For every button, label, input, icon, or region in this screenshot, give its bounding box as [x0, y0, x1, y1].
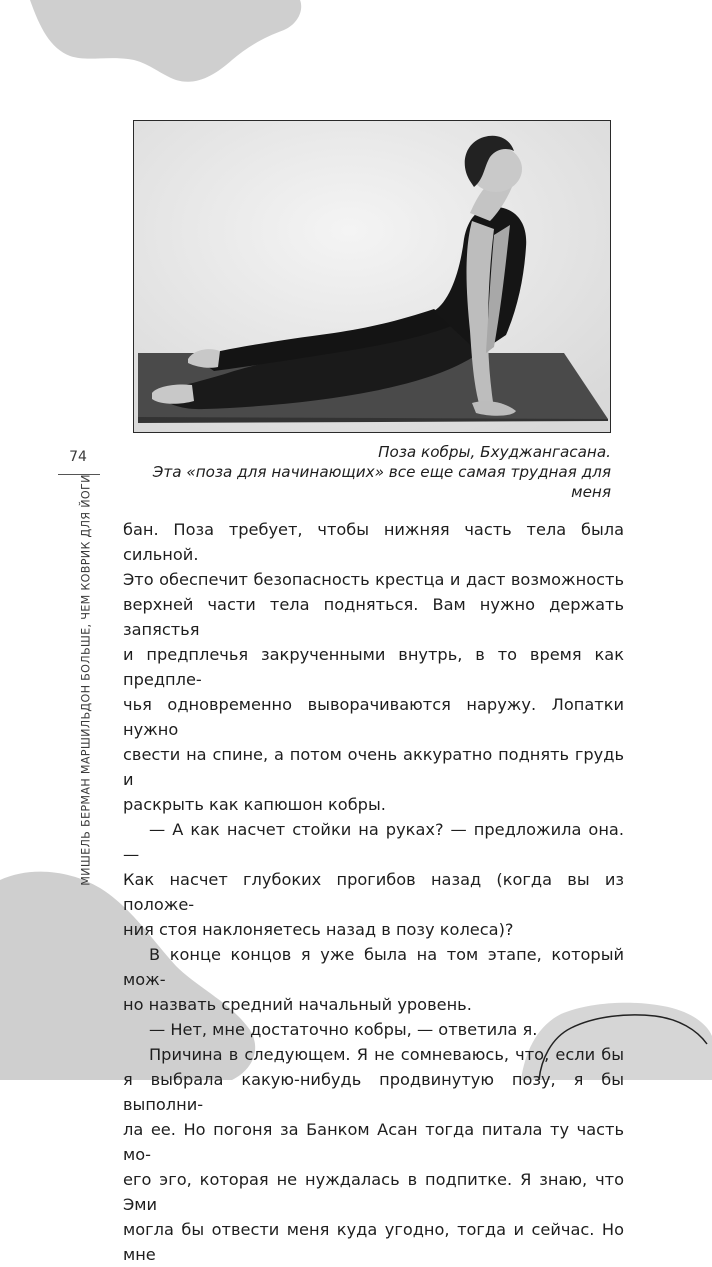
- running-head-text: МИШЕЛЬ БЕРМАН МАРШИЛЬДОН БОЛЬШЕ, ЧЕМ КОВРИК ДЛЯ ЙОГИ: [79, 474, 93, 886]
- photo-caption-subtitle: Эта «поза для начинающих» все еще самая трудная для меня: [152, 463, 611, 501]
- text-line: Причина в следующем. Я не сомневаюсь, что, если бы: [149, 1045, 624, 1064]
- text-line: — Нет, мне достаточно кобры, — ответила я.: [149, 1020, 538, 1039]
- photo-caption-title: Поза кобры, Бхуджангасана.: [378, 443, 611, 461]
- text-line: — А как насчет стойки на руках? — предложила она. —: [123, 820, 624, 864]
- text-line: и предплечья закрученными внутрь, в то время как предпле-: [123, 645, 624, 689]
- body-text: [123, 517, 624, 1267]
- text-line: я выбрала какую-нибудь продвинутую позу, я бы выполни-: [123, 1070, 624, 1114]
- text-line: Это обеспечит безопасность крестца и даст возможность: [123, 570, 624, 589]
- text-line: его эго, которая не нуждалась в подпитке. Я знаю, что Эми: [123, 1170, 624, 1214]
- text-line: бан. Поза требует, чтобы нижняя часть тела была сильной.: [123, 520, 624, 564]
- cobra-pose-photo: [133, 120, 611, 433]
- text-line: раскрыть как капюшон кобры.: [123, 795, 386, 814]
- text-line: но назвать средний начальный уровень.: [123, 995, 472, 1014]
- page-number: 74: [69, 449, 87, 465]
- text-line: В конце концов я уже была на том этапе, который мож-: [123, 945, 624, 989]
- text-line: верхней части тела подняться. Вам нужно держать запястья: [123, 595, 624, 639]
- text-line: Как насчет глубоких прогибов назад (когда вы из положе-: [123, 870, 624, 914]
- top-decorative-blob: [0, 0, 320, 95]
- text-line: чья одновременно выворачиваются наружу. Лопатки нужно: [123, 695, 624, 739]
- text-line: могла бы отвести меня куда угодно, тогда и сейчас. Но мне: [123, 1220, 624, 1264]
- text-line: ла ее. Но погоня за Банком Асан тогда питала ту часть мо-: [123, 1120, 624, 1164]
- text-line: свести на спине, а потом очень аккуратно поднять грудь и: [123, 745, 624, 789]
- text-line: ния стоя наклоняетесь назад в позу колеса)?: [123, 920, 514, 939]
